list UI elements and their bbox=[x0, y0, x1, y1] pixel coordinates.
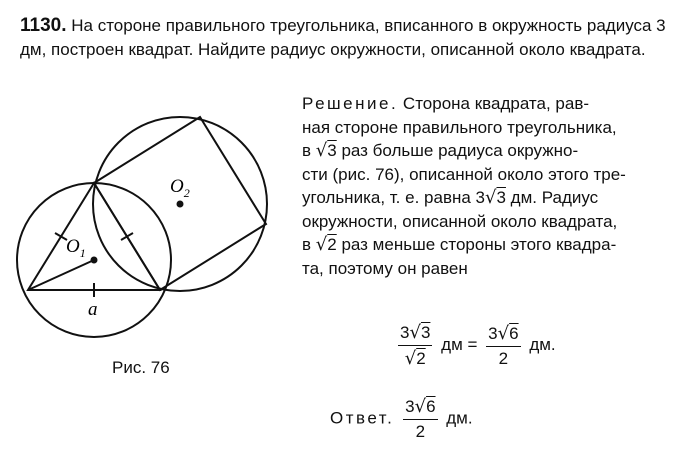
label-o1: $O_1$ bbox=[66, 236, 86, 260]
center-o1-dot bbox=[91, 257, 98, 264]
problem-statement bbox=[20, 14, 690, 62]
solution-text: Решение. Сторона квадрата, рав- ная стороне правильного треугольника, в √3 раз больше радиуса окружно- сти (рис. 76), описанной около этого тре- угольника, т. е. равна 3√3 дм. Радиус окружности, описанной около квадрата, в √2 раз меньше стороны этого квадра- та, поэтому он равен bbox=[302, 94, 626, 278]
geometry-figure bbox=[14, 92, 304, 342]
sqrt-value: 3 bbox=[496, 188, 506, 207]
fraction-right: $\frac{3√6}{2}$ bbox=[488, 322, 519, 368]
result-formula: $\frac{3√3}{√2}$ дм = $\frac{3√6}{2}$ дм. bbox=[400, 322, 556, 369]
solution-heading: Решение. bbox=[302, 94, 399, 113]
problem-text: На стороне правильного треугольника, вписанного в окружность радиуса 3 дм, построен квадрат. Найдите радиус окружности, описанной около квадрата. bbox=[20, 16, 666, 59]
answer-label: Ответ. bbox=[330, 408, 395, 428]
label-a: a bbox=[88, 299, 98, 320]
problem-number: 1130. bbox=[20, 15, 67, 36]
fraction-left: $\frac{3√3}{√2}$ bbox=[400, 322, 431, 369]
figure-caption: Рис. 76 bbox=[112, 358, 170, 377]
label-o2: $O_2$ bbox=[170, 176, 190, 200]
answer-fraction: $\frac{3√6}{2}$ bbox=[405, 396, 436, 441]
center-o2-dot bbox=[177, 201, 184, 208]
tick-right bbox=[121, 233, 133, 240]
sqrt-value: 2 bbox=[327, 235, 337, 254]
sqrt-value: 3 bbox=[327, 141, 337, 160]
answer: Ответ. $\frac{3√6}{2}$ дм. bbox=[330, 396, 473, 441]
